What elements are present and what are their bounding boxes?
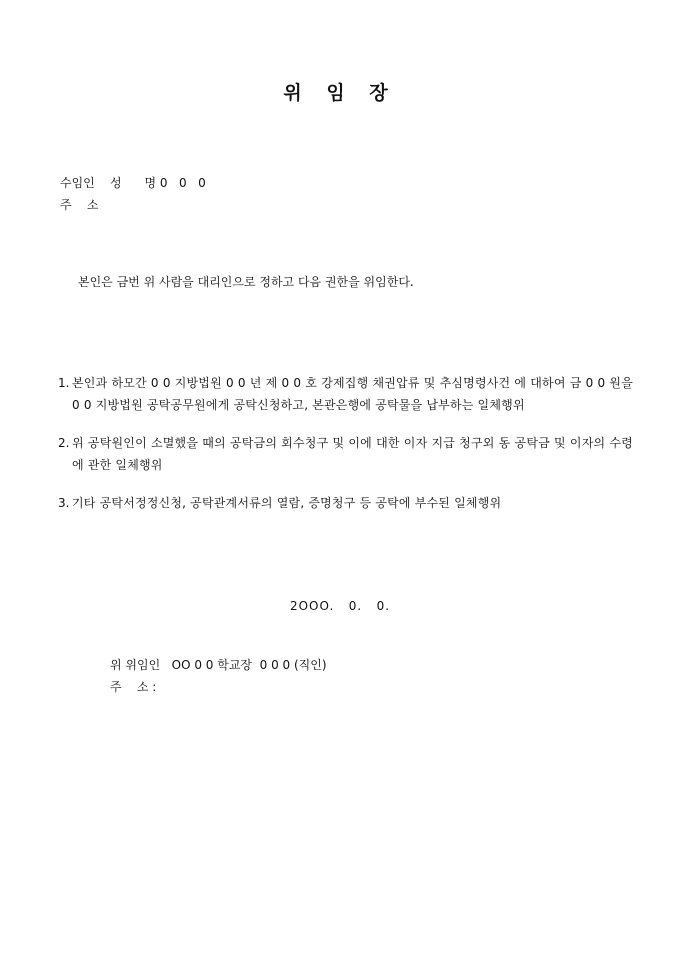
list-item [58, 372, 633, 416]
item-text: 기타 공탁서정정신청, 공탁관계서류의 열람, 증명청구 등 공탁에 부수된 일체행위 [72, 496, 502, 510]
recipient-block [60, 172, 206, 216]
item-text: 본인과 하모간 0 0 지방법원 0 0 년 제 0 0 호 강제집행 채권압류 및 추심명령사건 에 대하여 금 0 0 원을 0 0 지방법원 공탁공무원에게 공탁신청하고, 본관은행에 공탁물을 납부하는 일체행위 [72, 376, 633, 412]
delegator-block [110, 654, 327, 698]
item-number: 1. [58, 376, 70, 390]
delegator-name-line: 위 위임인 OO 0 0 학교장 0 0 0 (직인) [110, 658, 327, 672]
delegator-address-line: 주 소 : [110, 680, 157, 694]
item-number: 3. [58, 496, 70, 510]
recipient-address-line: 주 소 [60, 198, 99, 212]
item-number: 2. [58, 436, 70, 450]
document-title: 위 임 장 [283, 82, 397, 104]
list-item [58, 492, 633, 514]
delegated-powers-list [58, 372, 633, 530]
item-text: 위 공탁원인이 소멸했을 때의 공탁금의 회수청구 및 이에 대한 이자 지급 청구외 동 공탁금 및 이자의 수령에 관한 일체행위 [72, 436, 633, 472]
recipient-name-line: 수임인 성 명 0 0 0 [60, 176, 206, 190]
document-date: 2OOO. 0. 0. [289, 599, 391, 613]
list-item [58, 432, 633, 476]
intro-statement: 본인은 금번 위 사람을 대리인으로 정하고 다음 권한을 위임한다. [78, 275, 414, 289]
